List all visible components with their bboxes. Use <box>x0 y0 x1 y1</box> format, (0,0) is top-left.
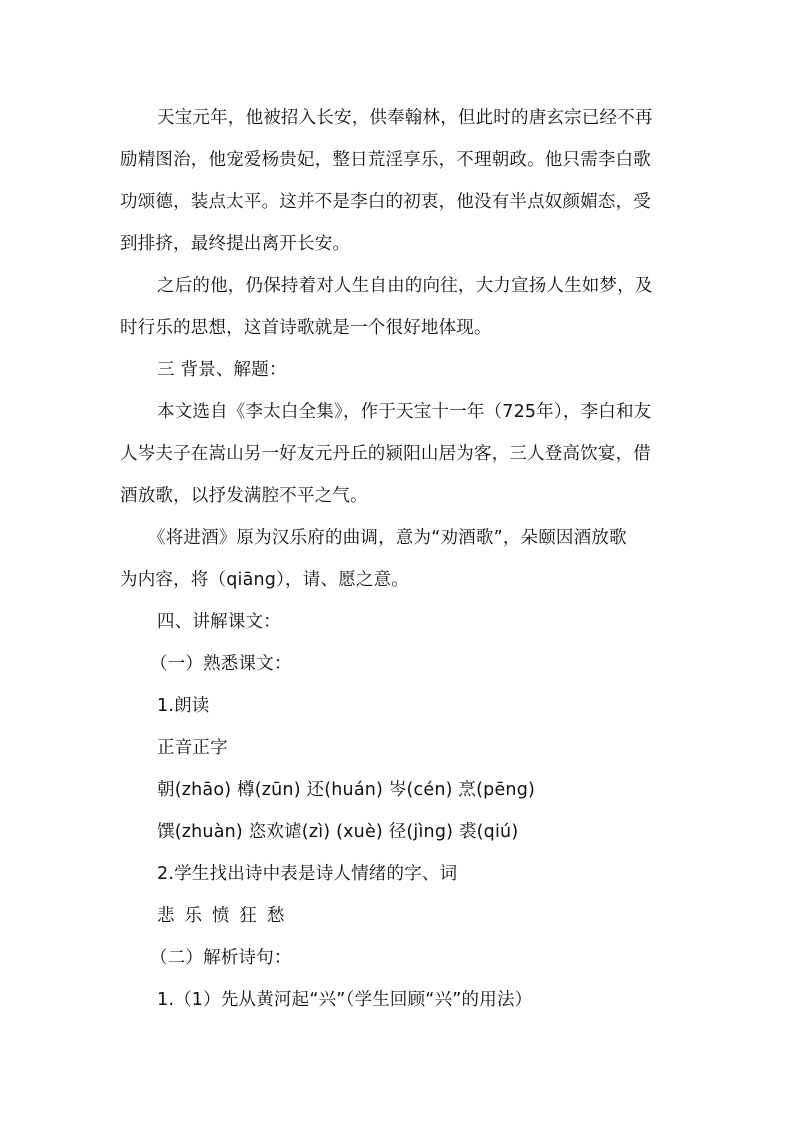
paragraph-line: 悲 乐 愤 狂 愁 <box>157 906 285 926</box>
section-heading: 三 背景、解题： <box>157 360 287 380</box>
list-item: 1.（1）先从黄河起“兴”（学生回顾“兴”的用法） <box>157 990 533 1010</box>
paragraph-line: 到排挤，最终提出离开长安。 <box>120 234 351 254</box>
paragraph-line: 正音正字 <box>157 738 228 758</box>
paragraph-line: 之后的他，仍保持着对人生自由的向往，大力宣扬人生如梦，及 <box>157 276 653 296</box>
paragraph-line: 天宝元年，他被招入长安，供奉翰林，但此时的唐玄宗已经不再 <box>157 108 653 128</box>
list-item: 1.朗读 <box>157 696 210 716</box>
paragraph-line: 励精图治，他宠爱杨贵妃，整日荒淫享乐，不理朝政。他只需李白歌 <box>120 150 651 170</box>
paragraph-line: 本文选自《李太白全集》，作于天宝十一年（725年），李白和友 <box>157 402 652 422</box>
paragraph-line: 《将进酒》原为汉乐府的曲调，意为“劝酒歌”，朵颐因酒放歌 <box>148 528 627 548</box>
paragraph-line: 酒放歌，以抒发满腔不平之气。 <box>120 486 368 506</box>
pinyin-line: 朝(zhāo) 樽(zūn) 还(huán) 岑(cén) 烹(pēng) <box>157 780 536 800</box>
paragraph-line: 为内容，将（qiāng），请、愿之意。 <box>120 570 409 590</box>
paragraph-line: 功颂德，装点太平。这并不是李白的初衷，他没有半点奴颜媚态，受 <box>120 192 651 212</box>
pinyin-line: 馔(zhuàn) 恣欢谑(zì) (xuè) 径(jìng) 裘(qiú) <box>157 822 519 842</box>
subsection-heading: （二）解析诗句： <box>150 948 292 968</box>
list-item: 2.学生找出诗中表是诗人情绪的字、词 <box>157 864 458 884</box>
paragraph-line: 人岑夫子在嵩山另一好友元丹丘的颍阳山居为客，三人登高饮宴，借 <box>120 444 651 464</box>
paragraph-line: 时行乐的思想，这首诗歌就是一个很好地体现。 <box>120 318 492 338</box>
section-heading: 四、讲解课文： <box>157 612 281 632</box>
subsection-heading: （一）熟悉课文： <box>150 654 292 674</box>
